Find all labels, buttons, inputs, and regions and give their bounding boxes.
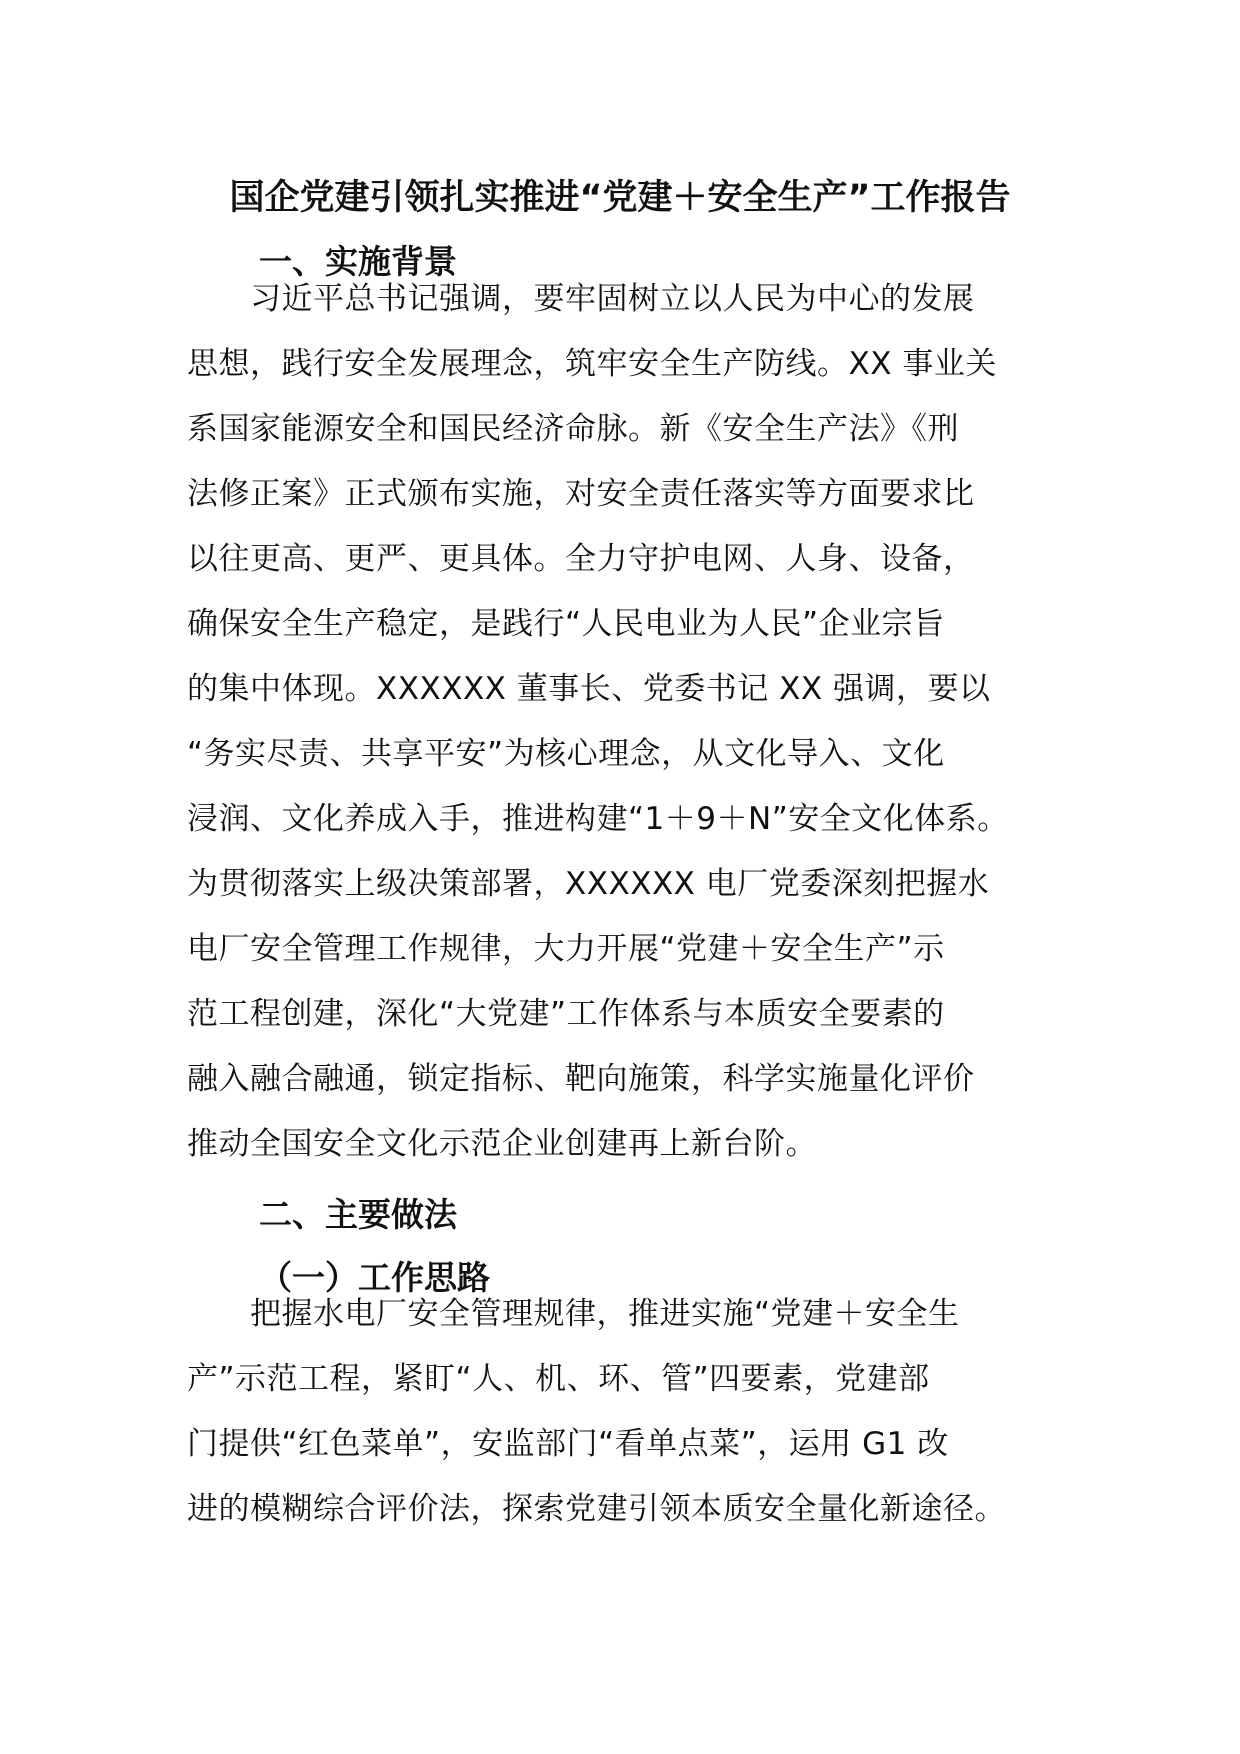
subsection-heading-work-approach: （一）工作思路	[259, 1258, 490, 1297]
section-heading-main-practices: 二、主要做法	[259, 1195, 457, 1234]
document-title: 国企党建引领扎实推进“党建＋安全生产”工作报告	[229, 178, 1011, 218]
paragraph-background: 习近平总书记强调，要牢固树立以人民为中心的发展 思想，践行安全发展理念，筑牢安全生产防线。XX 事业关 系国家能源安全和国民经济命脉。新《安全生产法》《刑 法修正案》正式颁布实施，对安全责任落实等方面要求比 以往更高、更严、更具体。全力守护电网、人身、设备， 确保安全生产稳定，是践行“人民电业为人民”企业宗旨 的集中体现。XXXXXX 董事长、党委书记 XX 强调，要以 “务实尽责、共享平安”为核心理念，从文化导入、文化 浸润、文化养成入手，推进构建“1＋9＋N”安全文化体系。 为贯彻落实上级决策部署，XXXXXX 电厂党委深刻把握水 电厂安全管理工作规律，大力开展“党建＋安全生产”示 范工程创建，深化“大党建”工作体系与本质安全要素的 融入融合融通，锁定指标、靶向施策，科学实施量化评价 推动全国安全文化示范企业创建再上新台阶。	[187, 281, 1009, 1162]
paragraph-work-approach: 把握水电厂安全管理规律，推进实施“党建＋安全生 产”示范工程，紧盯“人、机、环、管”四要素，党建部 门提供“红色菜单”，安监部门“看单点菜”，运用 G1 改 进的模糊综合评价法，探索党建引领本质安全量化新途径。	[187, 1296, 1006, 1527]
section-heading-background: 一、实施背景	[259, 242, 457, 281]
